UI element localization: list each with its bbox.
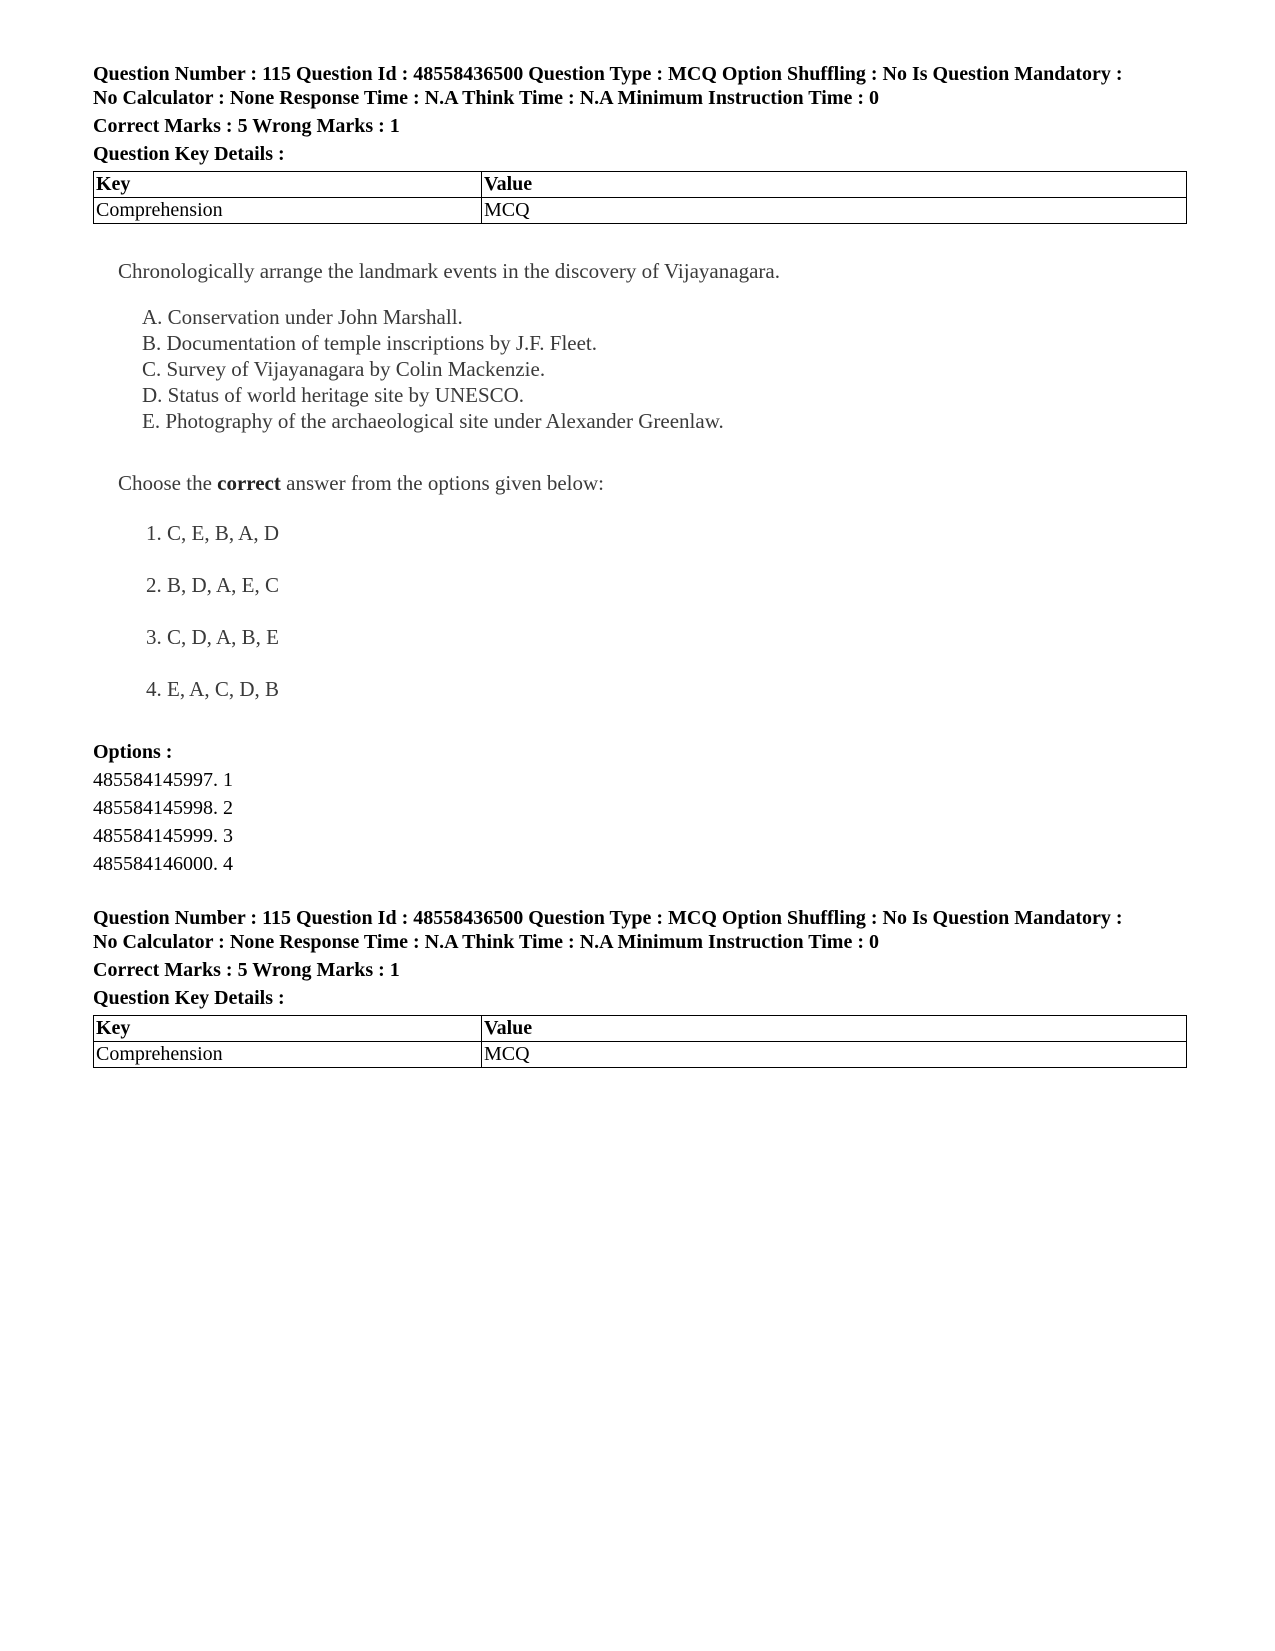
table-row: [94, 198, 1187, 224]
key-details-table: [93, 171, 1187, 224]
question-meta-line-1: Question Number : 115 Question Id : 48558436500 Question Type : MCQ Option Shuffling : No Is Question Mandatory :: [93, 907, 1123, 929]
option-item-3: 485584145999. 3: [93, 825, 233, 847]
key-cell: Comprehension: [94, 1042, 482, 1068]
options-label: Options :: [93, 741, 173, 763]
header-value-cell: Value: [482, 172, 1187, 198]
choose-prefix: Choose the: [118, 471, 218, 495]
question-stem: Chronologically arrange the landmark events in the discovery of Vijayanagara.: [118, 259, 780, 283]
option-item-1: 485584145997. 1: [93, 769, 233, 791]
answer-choice-2: 2. B, D, A, E, C: [146, 573, 280, 597]
answer-choice-4: 4. E, A, C, D, B: [146, 677, 280, 701]
table-header-row: [94, 1016, 1187, 1042]
marks-line: Correct Marks : 5 Wrong Marks : 1: [93, 959, 400, 981]
statement-e: E. Photography of the archaeological site under Alexander Greenlaw.: [142, 409, 724, 433]
choose-bold: correct: [217, 471, 281, 495]
statement-a: A. Conservation under John Marshall.: [142, 305, 463, 329]
header-key-cell: Key: [94, 172, 482, 198]
statement-c: C. Survey of Vijayanagara by Colin Mackenzie.: [142, 357, 546, 381]
question-meta-line-2: No Calculator : None Response Time : N.A Think Time : N.A Minimum Instruction Time : 0: [93, 931, 879, 953]
choose-suffix: answer from the options given below:: [280, 471, 604, 495]
header-key-cell: Key: [94, 1016, 482, 1042]
value-cell: MCQ: [482, 198, 1187, 224]
question-image: [112, 253, 872, 723]
choose-instruction: [118, 471, 604, 496]
option-item-4: 485584146000. 4: [93, 853, 233, 875]
statement-b: B. Documentation of temple inscriptions by J.F. Fleet.: [142, 331, 598, 355]
option-item-2: 485584145998. 2: [93, 797, 233, 819]
statement-d: D. Status of world heritage site by UNESCO.: [142, 383, 525, 407]
question-header-block: [93, 62, 1187, 224]
question-meta-line-2: No Calculator : None Response Time : N.A Think Time : N.A Minimum Instruction Time : 0: [93, 87, 879, 109]
question-header-block: [93, 906, 1187, 1068]
marks-line: Correct Marks : 5 Wrong Marks : 1: [93, 115, 400, 137]
key-details-table: [93, 1015, 1187, 1068]
table-row: [94, 1042, 1187, 1068]
answer-choice-3: 3. C, D, A, B, E: [146, 625, 280, 649]
header-value-cell: Value: [482, 1016, 1187, 1042]
value-cell: MCQ: [482, 1042, 1187, 1068]
answer-choice-1: 1. C, E, B, A, D: [146, 521, 280, 545]
question-meta-line-1: Question Number : 115 Question Id : 48558436500 Question Type : MCQ Option Shuffling : No Is Question Mandatory :: [93, 63, 1123, 85]
table-header-row: [94, 172, 1187, 198]
key-cell: Comprehension: [94, 198, 482, 224]
key-details-label: Question Key Details :: [93, 143, 285, 165]
key-details-label: Question Key Details :: [93, 987, 285, 1009]
